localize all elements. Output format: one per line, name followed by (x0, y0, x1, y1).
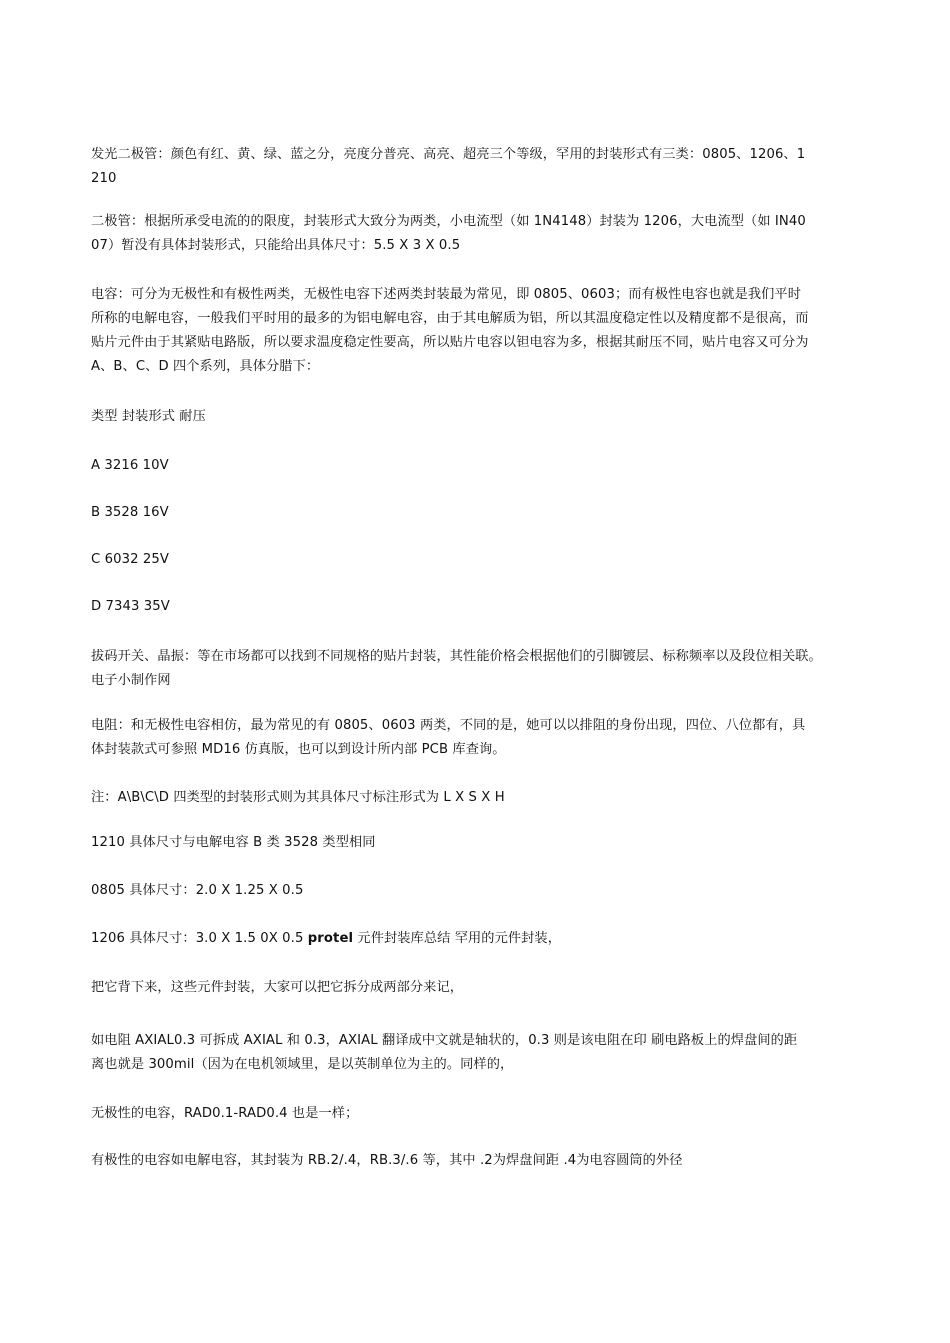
paragraph-1210 (91, 831, 863, 855)
paragraph-axial (91, 1029, 863, 1077)
text-line: 07）暂没有具体封装形式，只能给出具体尺寸：5.5 X 3 X 0.5 (91, 238, 461, 253)
table-header (91, 405, 863, 429)
text-line: D 7343 35V (91, 599, 170, 614)
table-row (91, 501, 863, 525)
paragraph-memorize (91, 976, 863, 1000)
text-line: 1210 具体尺寸与电解电容 B 类 3528 类型相同 (91, 835, 376, 850)
paragraph-switch-crystal (91, 645, 863, 693)
paragraph-rad (91, 1102, 863, 1126)
paragraph-rb (91, 1149, 863, 1173)
text-line: 无极性的电容，RAD0.1-RAD0.4 也是一样； (91, 1106, 359, 1121)
text-line: 拔码开关、晶振：等在市场都可以找到不同规格的贴片封装，其性能价格会根据他们的引脚镀层、标称频率以及段位相关联。 (91, 649, 822, 664)
bold-text: protel (307, 931, 354, 946)
text-line: 二极管：根据所承受电流的的限度，封装形式大致分为两类，小电流型（如 1N4148）封装为 1206，大电流型（如 IN40 (91, 214, 806, 229)
text-line: B 3528 16V (91, 505, 169, 520)
text-line: 把它背下来，这些元件封装，大家可以把它拆分成两部分来记， (91, 980, 464, 995)
text-line: 发光二极管：颜色有红、黄、绿、蓝之分，亮度分普亮、高亮、超亮三个等级，罕用的封装形式有三类：0805、1206、1 (91, 147, 806, 162)
text-line: 电子小制作网 (91, 673, 171, 688)
text-line: 有极性的电容如电解电容，其封装为 RB.2/.4，RB.3/.6 等，其中 .2为焊盘间距 .4为电容圆筒的外径 (91, 1153, 683, 1168)
table-row (91, 454, 863, 478)
paragraph-note (91, 786, 863, 810)
table-row (91, 595, 863, 619)
paragraph-capacitor (91, 283, 863, 379)
text-line: 0805 具体尺寸：2.0 X 1.25 X 0.5 (91, 883, 304, 898)
text-line: 所称的电解电容，一般我们平时用的最多的为铝电解电容，由于其电解质为铝，所以其温度稳定性以及精度都不是很高，而 (91, 311, 809, 326)
text-line: 如电阻 AXIAL0.3 可拆成 AXIAL 和 0.3，AXIAL 翻译成中文就是轴状的，0.3 则是该电阻在印 刷电路板上的焊盘间的距 (91, 1033, 798, 1048)
paragraph-diode (91, 210, 863, 258)
text-segment: 1206 具体尺寸：3.0 X 1.5 0X 0.5 (91, 931, 308, 946)
text-line: 注：A\B\C\D 四类型的封装形式则为其具体尺寸标注形式为 L X S X H (91, 790, 505, 805)
text-segment: 元件封装库总结 罕用的元件封装， (353, 931, 562, 946)
table-row (91, 548, 863, 572)
text-line: 电阻：和无极性电容相仿，最为常见的有 0805、0603 两类，不同的是，她可以以排阻的身份出现，四位、八位都有，具 (91, 718, 806, 733)
text-line: 电容：可分为无极性和有极性两类，无极性电容下述两类封装最为常见，即 0805、0603；而有极性电容也就是我们平时 (91, 287, 802, 302)
text-line: 体封装款式可参照 MD16 仿真版，也可以到设计所内部 PCB 库查询。 (91, 742, 506, 757)
paragraph-0805 (91, 879, 863, 903)
text-line: 贴片元件由于其紧贴电路版，所以要求温度稳定性要高，所以贴片电容以钽电容为多，根据其耐压不同，贴片电容又可分为 (91, 335, 809, 350)
text-line: 类型 封装形式 耐压 (91, 409, 206, 424)
paragraph-led (91, 143, 863, 191)
text-line: A 3216 10V (91, 458, 169, 473)
text-line: A、B、C、D 四个系列，具体分腊下： (91, 359, 320, 374)
text-line: 离也就是 300mil（因为在电机领域里，是以英制单位为主的。同样的， (91, 1057, 514, 1072)
text-line: 210 (91, 171, 117, 186)
text-line: C 6032 25V (91, 552, 169, 567)
paragraph-1206 (91, 927, 863, 951)
text-line (91, 927, 863, 951)
paragraph-resistor (91, 714, 863, 762)
